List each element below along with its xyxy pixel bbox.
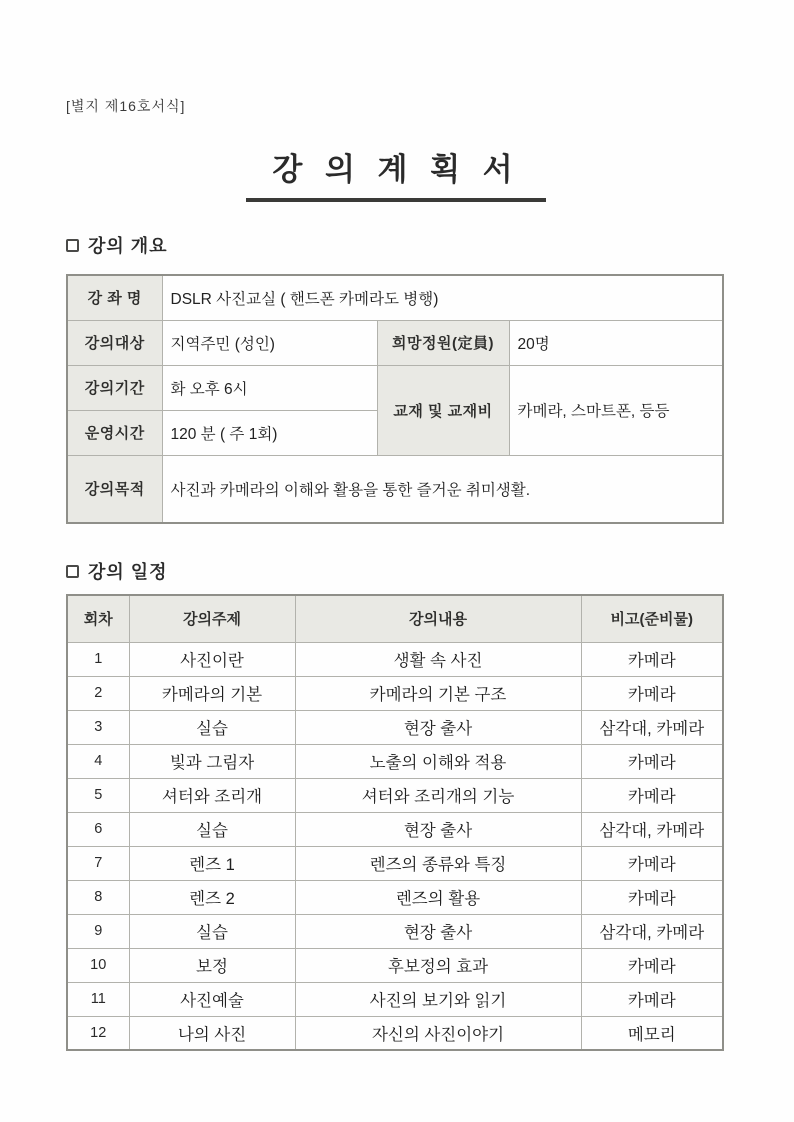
- capacity-label: 희망정원(定員): [377, 320, 509, 365]
- schedule-cell: 5: [67, 778, 129, 812]
- table-row: [67, 744, 723, 778]
- period-value: 화 오후 6시: [162, 365, 377, 410]
- schedule-cell: 카메라: [581, 982, 723, 1016]
- schedule-cell: 12: [67, 1016, 129, 1050]
- table-row: [67, 1016, 723, 1050]
- schedule-col-header: 비고(준비물): [581, 595, 723, 642]
- schedule-cell: 실습: [129, 710, 295, 744]
- schedule-cell: 나의 사진: [129, 1016, 295, 1050]
- section-overview-heading: [66, 232, 726, 258]
- schedule-cell: 카메라: [581, 880, 723, 914]
- schedule-cell: 사진예술: [129, 982, 295, 1016]
- course-name-label: 강 좌 명: [67, 275, 162, 320]
- schedule-cell: 카메라: [581, 778, 723, 812]
- schedule-cell: 메모리: [581, 1016, 723, 1050]
- table-row: [67, 812, 723, 846]
- schedule-cell: 2: [67, 676, 129, 710]
- page-title: 강 의 계 획 서: [246, 144, 545, 202]
- table-row: [67, 320, 723, 365]
- section-schedule-label: 강의 일정: [88, 562, 168, 582]
- schedule-cell: 4: [67, 744, 129, 778]
- schedule-cell: 삼각대, 카메라: [581, 914, 723, 948]
- schedule-cell: 실습: [129, 914, 295, 948]
- table-row: [67, 275, 723, 320]
- schedule-cell: 보정: [129, 948, 295, 982]
- schedule-cell: 빛과 그림자: [129, 744, 295, 778]
- schedule-header-row: [67, 595, 723, 642]
- section-overview-label: 강의 개요: [88, 236, 168, 256]
- table-row: [67, 676, 723, 710]
- schedule-col-header: 회차: [67, 595, 129, 642]
- schedule-cell: 카메라: [581, 846, 723, 880]
- purpose-label: 강의목적: [67, 455, 162, 523]
- schedule-cell: 카메라: [581, 948, 723, 982]
- schedule-cell: 렌즈의 활용: [295, 880, 581, 914]
- schedule-cell: 현장 출사: [295, 812, 581, 846]
- table-row: [67, 880, 723, 914]
- schedule-cell: 사진의 보기와 읽기: [295, 982, 581, 1016]
- schedule-cell: 후보정의 효과: [295, 948, 581, 982]
- target-value: 지역주민 (성인): [162, 320, 377, 365]
- schedule-cell: 현장 출사: [295, 914, 581, 948]
- section-schedule-heading: [66, 558, 726, 584]
- schedule-cell: 삼각대, 카메라: [581, 710, 723, 744]
- schedule-cell: 1: [67, 642, 129, 676]
- capacity-value: 20명: [509, 320, 723, 365]
- schedule-cell: 현장 출사: [295, 710, 581, 744]
- purpose-value: 사진과 카메라의 이해와 활용을 통한 즐거운 취미생활.: [162, 455, 723, 523]
- period-label: 강의기간: [67, 365, 162, 410]
- schedule-cell: 셔터와 조리개의 기능: [295, 778, 581, 812]
- schedule-cell: 자신의 사진이야기: [295, 1016, 581, 1050]
- table-row: [67, 948, 723, 982]
- table-row: [67, 982, 723, 1016]
- schedule-col-header: 강의내용: [295, 595, 581, 642]
- table-row: [67, 778, 723, 812]
- schedule-cell: 카메라: [581, 676, 723, 710]
- schedule-cell: 노출의 이해와 적용: [295, 744, 581, 778]
- schedule-cell: 삼각대, 카메라: [581, 812, 723, 846]
- schedule-cell: 실습: [129, 812, 295, 846]
- schedule-cell: 6: [67, 812, 129, 846]
- schedule-cell: 카메라: [581, 642, 723, 676]
- schedule-cell: 카메라의 기본 구조: [295, 676, 581, 710]
- target-label: 강의대상: [67, 320, 162, 365]
- schedule-cell: 셔터와 조리개: [129, 778, 295, 812]
- schedule-cell: 9: [67, 914, 129, 948]
- schedule-cell: 렌즈 1: [129, 846, 295, 880]
- form-note: [별지 제16호서식]: [66, 98, 186, 114]
- table-row: [67, 846, 723, 880]
- schedule-cell: 카메라: [581, 744, 723, 778]
- checkbox-icon: [66, 239, 79, 252]
- schedule-cell: 3: [67, 710, 129, 744]
- title-wrap: [66, 144, 726, 202]
- schedule-cell: 생활 속 사진: [295, 642, 581, 676]
- schedule-table: [66, 594, 724, 1051]
- checkbox-icon: [66, 565, 79, 578]
- duration-label: 운영시간: [67, 410, 162, 455]
- table-row: [67, 455, 723, 523]
- schedule-col-header: 강의주제: [129, 595, 295, 642]
- table-row: [67, 642, 723, 676]
- course-name-value: DSLR 사진교실 ( 핸드폰 카메라도 병행): [162, 275, 723, 320]
- duration-value: 120 분 ( 주 1회): [162, 410, 377, 455]
- table-row: [67, 710, 723, 744]
- schedule-body: [67, 642, 723, 1050]
- materials-value: 카메라, 스마트폰, 등등: [509, 365, 723, 455]
- schedule-cell: 렌즈 2: [129, 880, 295, 914]
- schedule-cell: 렌즈의 종류와 특징: [295, 846, 581, 880]
- schedule-cell: 11: [67, 982, 129, 1016]
- overview-table: [66, 274, 724, 524]
- schedule-cell: 8: [67, 880, 129, 914]
- materials-label: 교재 및 교재비: [377, 365, 509, 455]
- schedule-cell: 사진이란: [129, 642, 295, 676]
- table-row: [67, 914, 723, 948]
- table-row: [67, 365, 723, 410]
- schedule-cell: 7: [67, 846, 129, 880]
- schedule-cell: 카메라의 기본: [129, 676, 295, 710]
- schedule-cell: 10: [67, 948, 129, 982]
